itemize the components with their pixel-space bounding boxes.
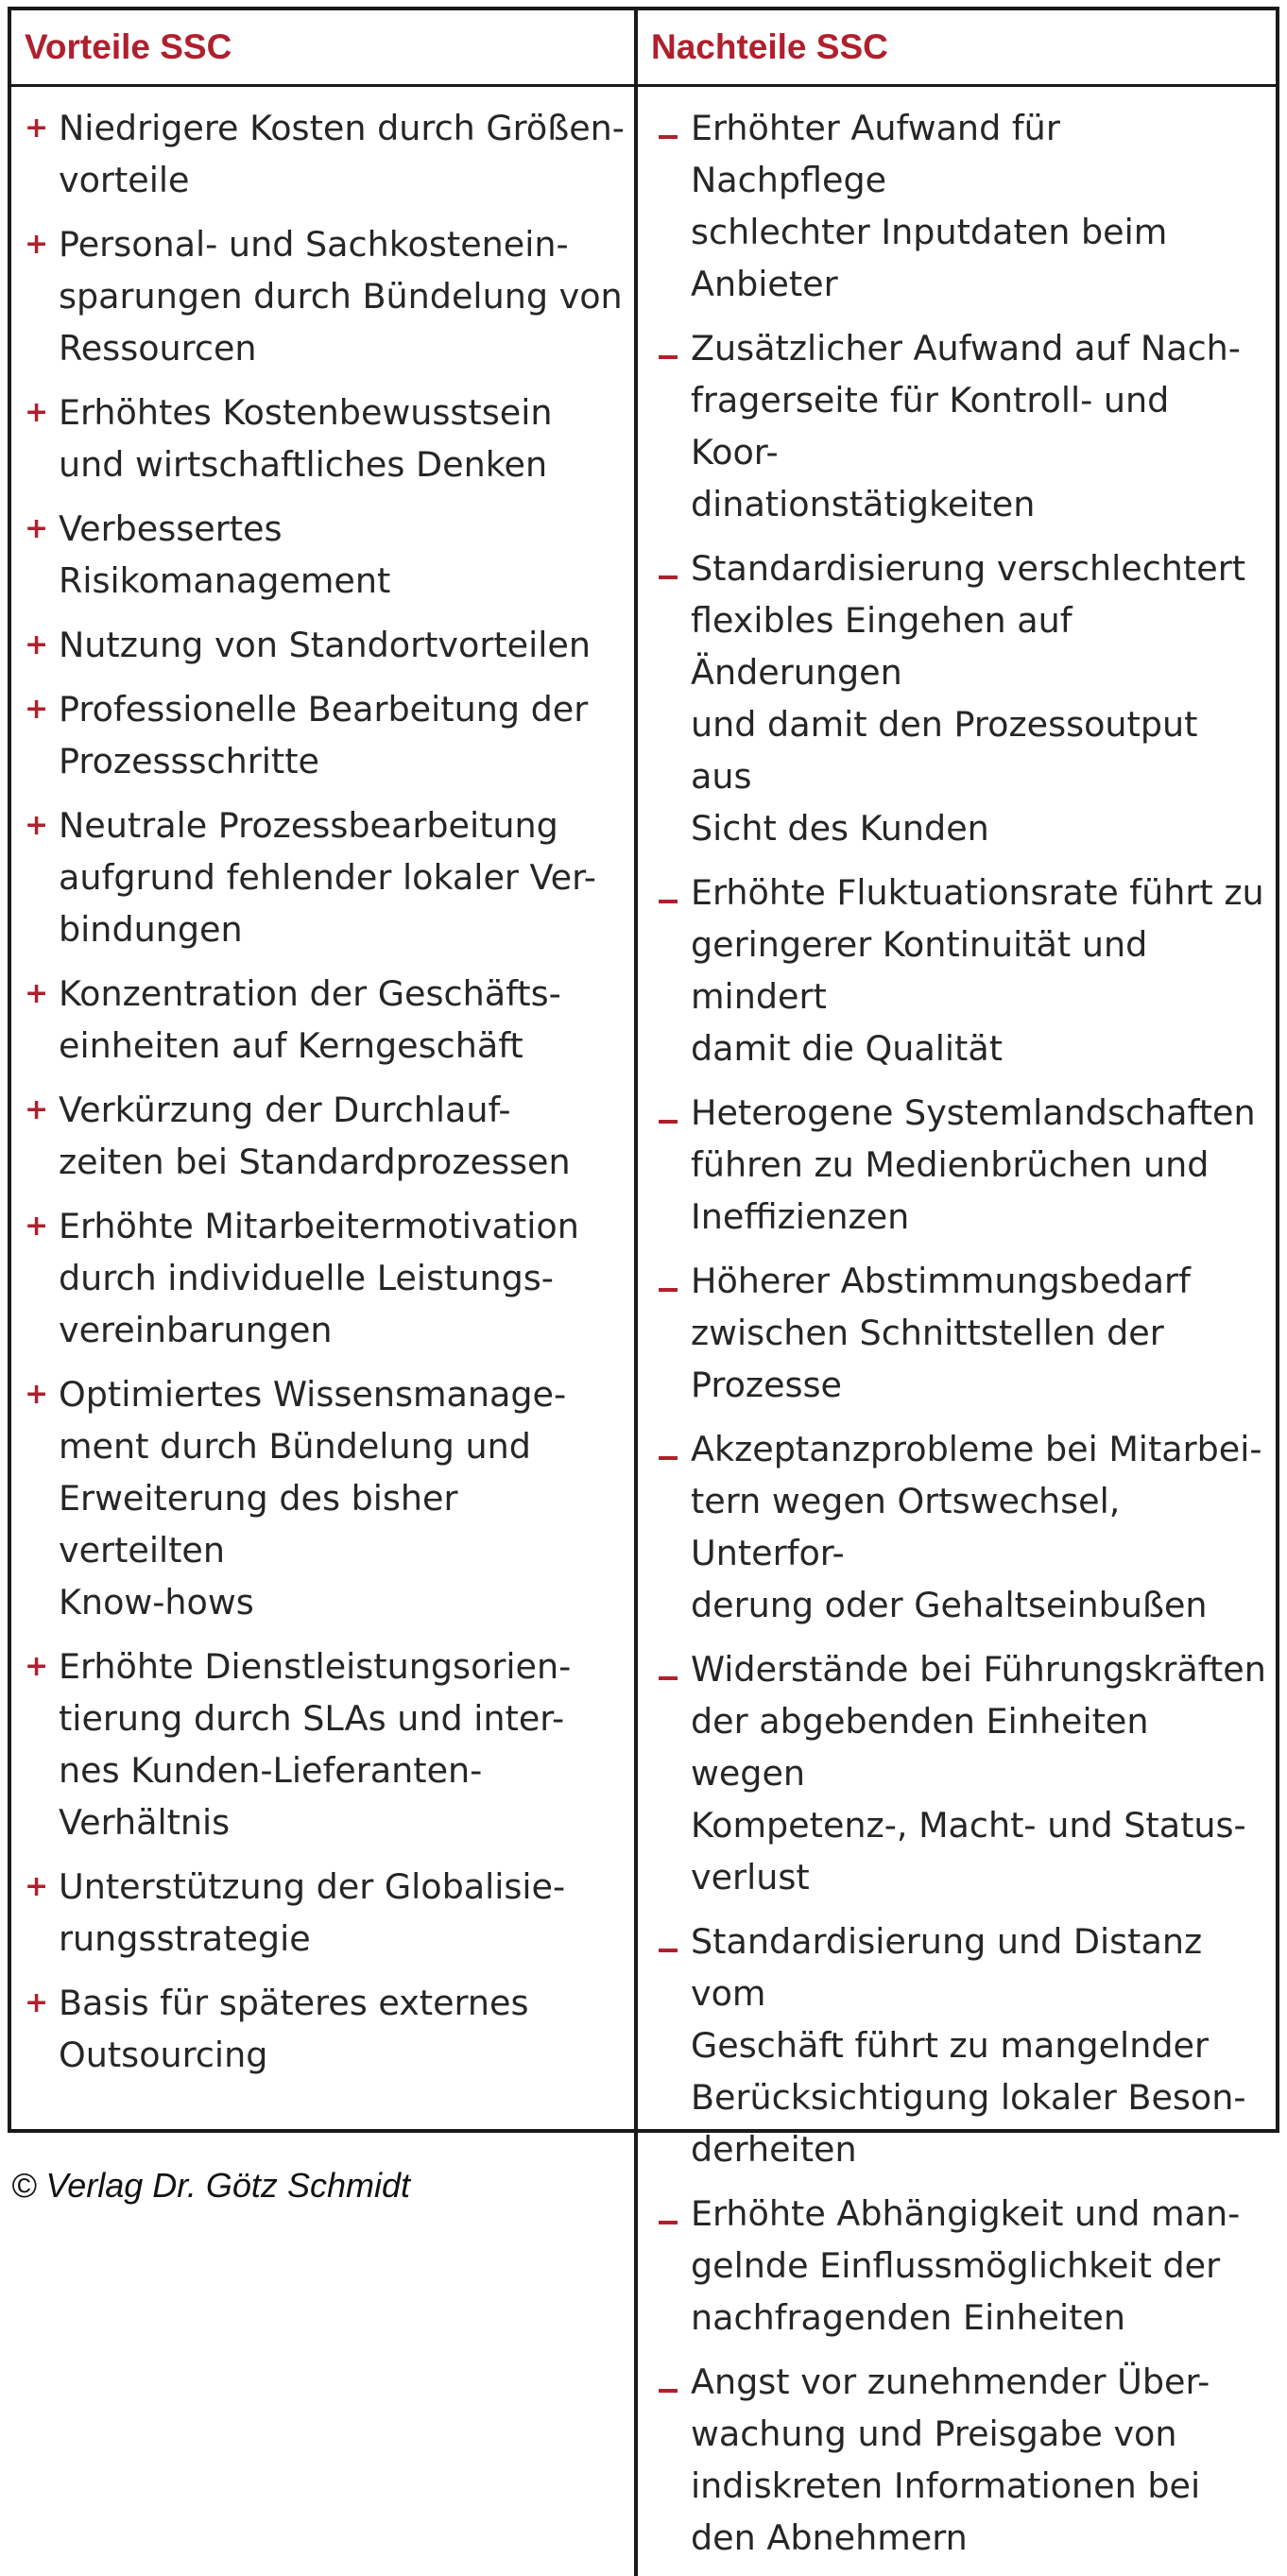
plus-icon: +	[25, 1093, 49, 1126]
plus-icon: +	[25, 512, 49, 545]
disadvantage-text: Akzeptanzprobleme bei Mitarbei- tern wegen Ortswechsel, Unterfor- derung oder Gehaltseinbußen	[691, 1429, 1262, 1625]
disadvantage-text: Standardisierung verschlechtert flexibles Eingehen auf Änderungen und damit den Prozessoutput aus Sicht des Kunden	[691, 548, 1246, 849]
advantage-item	[23, 386, 625, 490]
disadvantage-text: Erhöhte Fluktuationsrate führt zu geringerer Kontinuität und mindert damit die Qualität	[691, 872, 1264, 1069]
plus-icon: +	[25, 228, 49, 261]
plus-icon: +	[25, 1650, 49, 1683]
minus-icon	[659, 1288, 678, 1292]
advantage-text: Personal- und Sachkostenein- sparungen durch Bündelung von Ressourcen	[59, 224, 623, 369]
disadvantage-text: Heterogene Systemlandschaften führen zu Medienbrüchen und Ineffizienzen	[691, 1092, 1256, 1237]
advantage-item	[23, 1861, 625, 1965]
plus-icon: +	[25, 1210, 49, 1243]
disadvantage-item	[651, 1087, 1266, 1243]
disadvantage-item	[651, 1255, 1266, 1411]
minus-icon	[659, 1676, 678, 1680]
disadvantage-item	[651, 102, 1266, 310]
advantage-item	[23, 968, 625, 1072]
plus-icon: +	[25, 628, 49, 661]
disadvantage-item	[651, 1915, 1266, 2175]
minus-icon	[659, 2389, 678, 2393]
advantage-text: Neutrale Prozessbearbeitung aufgrund fehlender lokaler Ver- bindungen	[59, 805, 596, 950]
disadvantages-column	[638, 87, 1276, 2576]
minus-icon	[659, 1949, 678, 1952]
advantage-item	[23, 619, 625, 671]
disadvantage-text: Erhöhter Aufwand für Nachpflege schlechter Inputdaten beim Anbieter	[691, 108, 1168, 304]
advantage-text: Erhöhtes Kostenbewusstsein und wirtschaftliches Denken	[59, 392, 553, 485]
disadvantage-item	[651, 322, 1266, 530]
advantage-text: Niedrigere Kosten durch Größen- vorteile	[59, 108, 625, 200]
minus-icon	[659, 900, 678, 903]
advantage-text: Verbessertes Risikomanagement	[59, 508, 391, 601]
advantage-item	[23, 1084, 625, 1188]
disadvantage-text: Standardisierung und Distanz vom Geschäft führt zu mangelnder Berücksichtigung lokaler Beson- derheiten	[691, 1921, 1246, 2170]
disadvantages-list	[651, 102, 1266, 2564]
disadvantage-text: Zusätzlicher Aufwand auf Nach- fragerseite für Kontroll- und Koor- dinationstätigkeiten	[691, 328, 1241, 524]
disadvantage-item	[651, 1423, 1266, 1631]
disadvantage-text: Höherer Abstimmungsbedarf zwischen Schnittstellen der Prozesse	[691, 1261, 1191, 1405]
advantage-item	[23, 683, 625, 787]
minus-icon	[659, 1456, 678, 1460]
minus-icon	[659, 355, 678, 359]
disadvantage-text: Angst vor zunehmender Über- wachung und Preisgabe von indiskreten Informationen bei den Abnehmern	[691, 2361, 1210, 2558]
advantage-text: Basis für späteres externes Outsourcing	[59, 1983, 529, 2075]
plus-icon: +	[25, 1986, 49, 2019]
plus-icon: +	[25, 396, 49, 429]
advantage-text: Optimiertes Wissensmanage- ment durch Bündelung und Erweiterung des bisher verteilten Know-hows	[59, 1374, 567, 1623]
advantage-text: Nutzung von Standortvorteilen	[59, 625, 591, 665]
advantage-text: Verkürzung der Durchlauf- zeiten bei Standardprozessen	[59, 1090, 571, 1182]
advantage-text: Unterstützung der Globalisie- rungsstrategie	[59, 1866, 566, 1959]
minus-icon	[659, 575, 678, 579]
plus-icon: +	[25, 693, 49, 726]
disadvantage-item	[651, 1643, 1266, 1903]
table-header-row	[11, 10, 1276, 87]
disadvantage-item	[651, 2188, 1266, 2344]
minus-icon	[659, 1120, 678, 1124]
disadvantage-text: Erhöhte Abhängigkeit und man- gelnde Einflussmöglichkeit der nachfragenden Einheiten	[691, 2193, 1241, 2338]
advantage-item	[23, 1640, 625, 1848]
disadvantage-item	[651, 867, 1266, 1074]
minus-icon	[659, 135, 678, 139]
advantage-item	[23, 102, 625, 206]
advantages-list	[23, 102, 625, 2081]
copyright-notice: © Verlag Dr. Götz Schmidt	[11, 2166, 410, 2205]
advantage-item	[23, 799, 625, 955]
plus-icon: +	[25, 1378, 49, 1411]
minus-icon	[659, 2221, 678, 2224]
disadvantage-item	[651, 2356, 1266, 2564]
plus-icon: +	[25, 809, 49, 842]
advantages-header: Vorteile SSC	[11, 10, 638, 84]
advantage-item	[23, 503, 625, 607]
disadvantage-text: Widerstände bei Führungskräften der abgebenden Einheiten wegen Kompetenz-, Macht- und Status- verlust	[691, 1649, 1266, 1898]
advantage-item	[23, 1977, 625, 2081]
advantage-item	[23, 218, 625, 374]
plus-icon: +	[25, 977, 49, 1010]
advantage-text: Erhöhte Dienstleistungsorien- tierung durch SLAs und inter- nes Kunden-Lieferanten-Verhältnis	[59, 1646, 572, 1843]
disadvantage-item	[651, 542, 1266, 854]
advantage-text: Erhöhte Mitarbeitermotivation durch individuelle Leistungs- vereinbarungen	[59, 1206, 579, 1350]
disadvantages-header: Nachteile SSC	[651, 27, 888, 66]
plus-icon: +	[25, 1870, 49, 1903]
advantage-text: Professionelle Bearbeitung der Prozessschritte	[59, 689, 589, 781]
advantage-item	[23, 1200, 625, 1356]
advantage-text: Konzentration der Geschäfts- einheiten auf Kerngeschäft	[59, 973, 561, 1066]
advantage-item	[23, 1368, 625, 1628]
plus-icon: +	[25, 112, 49, 145]
